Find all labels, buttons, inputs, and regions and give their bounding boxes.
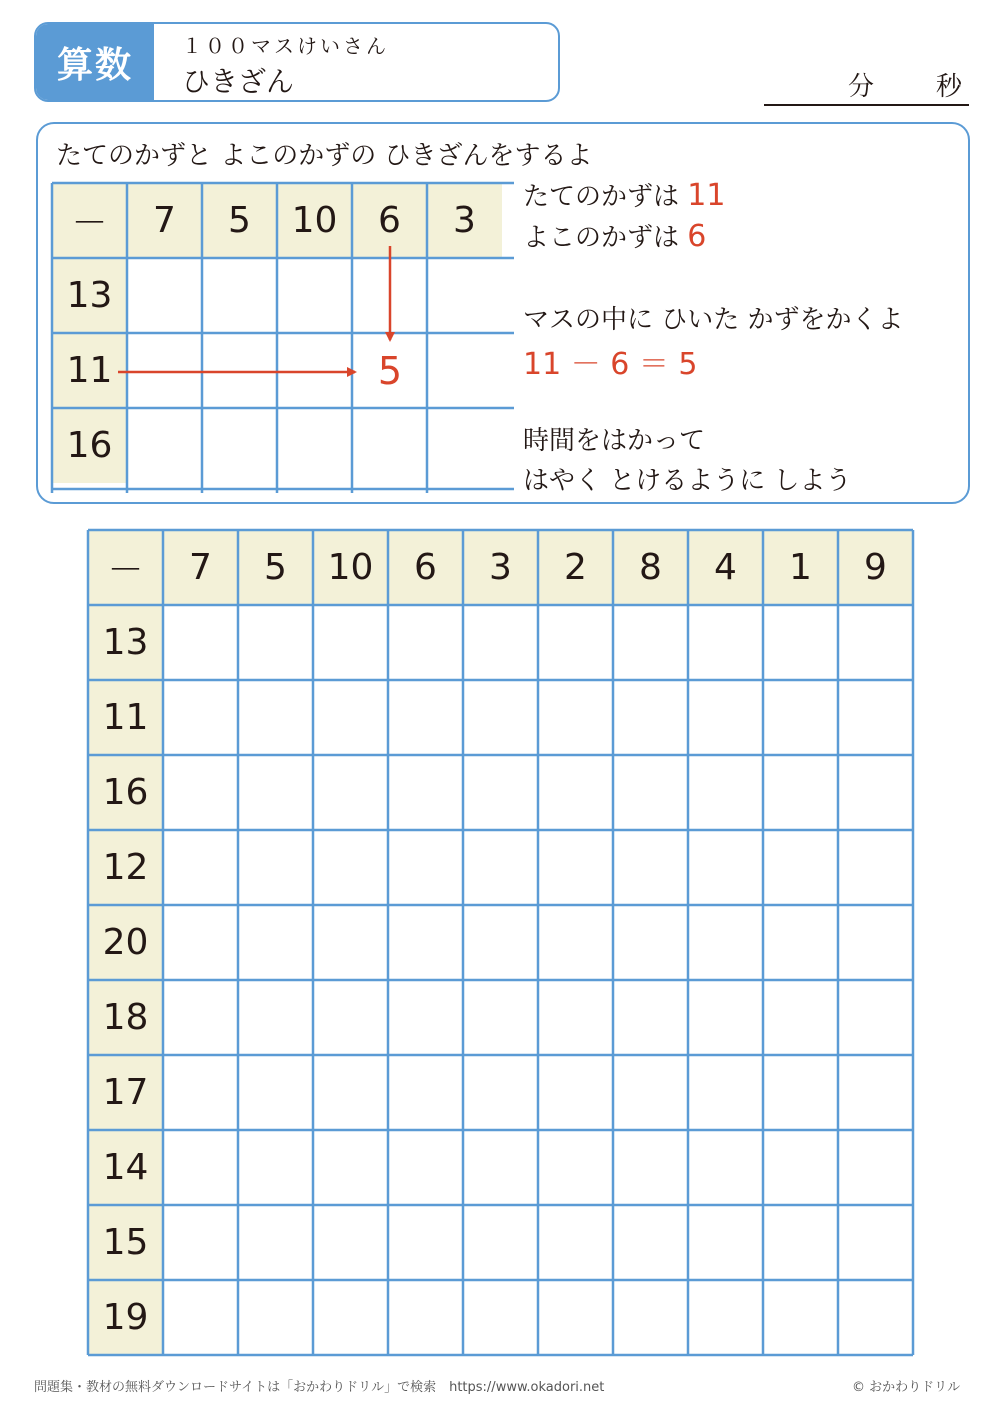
main-row-header: 17 xyxy=(88,1055,163,1130)
main-column-header: 10 xyxy=(313,530,388,605)
main-column-header: 6 xyxy=(388,530,463,605)
main-row-header: 11 xyxy=(88,680,163,755)
instruction-line-1 xyxy=(523,176,725,213)
main-row-header: 20 xyxy=(88,905,163,980)
main-row-header: 15 xyxy=(88,1205,163,1280)
main-column-header: 3 xyxy=(463,530,538,605)
instruction-intro: たてのかずと よこのかずの ひきざんをするよ xyxy=(56,141,593,171)
example-row-header: 11 xyxy=(52,333,127,408)
line1-value: 11 xyxy=(687,178,726,213)
main-row-header: 16 xyxy=(88,755,163,830)
instruction-line-3: マスの中に ひいた かずをかくよ xyxy=(523,305,904,335)
worksheet-subtitle: １００マスけいさん xyxy=(182,34,389,58)
main-column-header: 8 xyxy=(613,530,688,605)
main-column-header: 2 xyxy=(538,530,613,605)
footer-site-note: 問題集・教材の無料ダウンロードサイトは「おかわりドリル」で検索 https://www.okadori.net xyxy=(34,1380,605,1395)
main-column-header: 4 xyxy=(688,530,763,605)
main-column-header: 9 xyxy=(838,530,913,605)
main-column-header: 1 xyxy=(763,530,838,605)
main-row-header: 19 xyxy=(88,1280,163,1355)
main-column-header: 5 xyxy=(238,530,313,605)
line2-prefix: よこのかずは xyxy=(523,223,688,253)
example-row-header: 16 xyxy=(52,408,127,483)
example-column-header: 7 xyxy=(127,183,202,258)
example-operator-cell: － xyxy=(52,183,127,258)
seconds-label: 秒 xyxy=(936,72,963,102)
example-column-header: 6 xyxy=(352,183,427,258)
main-grid-lines xyxy=(86,528,915,1357)
instruction-line-5: 時間をはかって xyxy=(523,426,706,456)
example-equation: 11 － 6 ＝ 5 xyxy=(523,347,698,382)
instruction-line-6: はやく とけるように しよう xyxy=(523,466,852,496)
line2-value: 6 xyxy=(687,219,707,254)
minutes-label: 分 xyxy=(848,72,875,102)
example-column-header: 5 xyxy=(202,183,277,258)
example-row-header: 13 xyxy=(52,258,127,333)
footer-copyright: © おかわりドリル xyxy=(852,1380,961,1395)
example-arrows xyxy=(0,0,1000,520)
main-operator-cell: － xyxy=(88,530,163,605)
subject-badge: 算数 xyxy=(36,24,154,100)
worksheet-title: ひきざん xyxy=(182,65,295,98)
main-row-header: 13 xyxy=(88,605,163,680)
main-row-header: 18 xyxy=(88,980,163,1055)
main-row-header: 12 xyxy=(88,830,163,905)
main-row-header: 14 xyxy=(88,1130,163,1205)
example-column-header: 3 xyxy=(427,183,502,258)
example-column-header: 10 xyxy=(277,183,352,258)
main-column-header: 7 xyxy=(163,530,238,605)
line1-prefix: たてのかずは xyxy=(523,182,688,212)
instruction-line-2 xyxy=(523,217,706,254)
example-answer: 5 xyxy=(377,349,403,393)
